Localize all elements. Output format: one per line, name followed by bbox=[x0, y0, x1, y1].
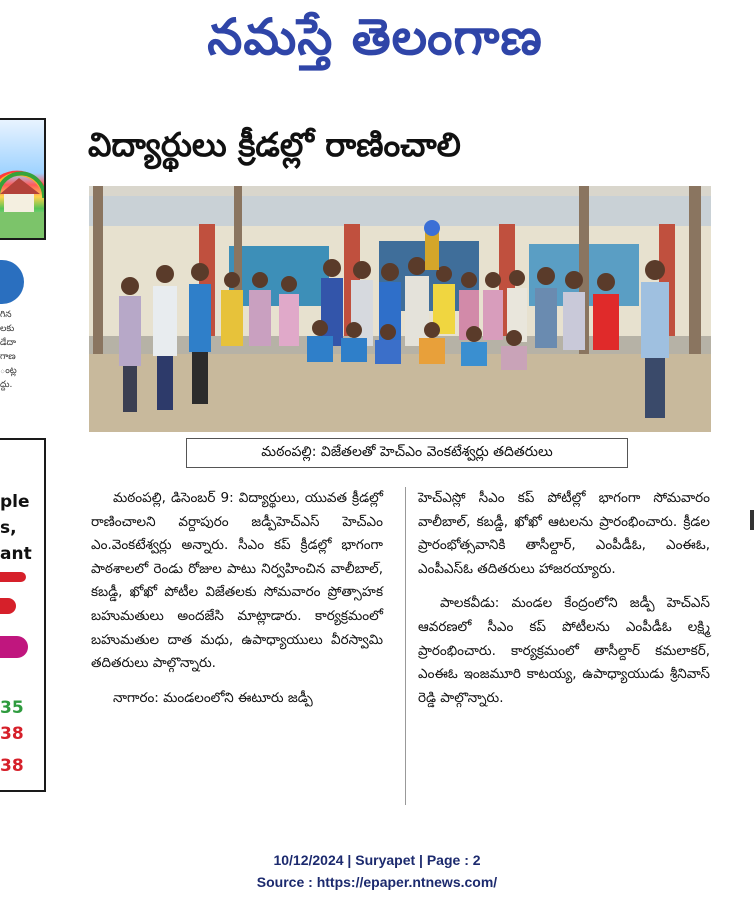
footer-date-edition: 10/12/2024 | Suryapet | Page : 2 bbox=[273, 852, 481, 868]
photo-caption: మఠంపల్లి: విజేతలతో హెచ్ఎం వెంకటేశ్వర్లు తదితరులు bbox=[186, 438, 628, 468]
ad-house-image bbox=[0, 118, 46, 240]
article-headline: విద్యార్థులు క్రీడల్లో రాణించాలి bbox=[88, 125, 461, 164]
column-divider bbox=[405, 487, 406, 805]
page-footer bbox=[0, 849, 754, 893]
ad-price-box: ple s, ant 35 38 38 bbox=[0, 438, 46, 792]
adjacent-ad-strip bbox=[0, 118, 48, 790]
ad-blue-badge bbox=[0, 260, 24, 304]
footer-source: Source : https://epaper.ntnews.com/ bbox=[256, 874, 498, 890]
article-paragraph: నాగారం: మండలంలోని ఈటూరు జడ్పీ bbox=[113, 689, 313, 706]
page-edge-mark bbox=[750, 510, 754, 530]
article-paragraph: పాలకవీడు: మండల కేంద్రంలోని జడ్పీ హెచ్ఎస్ ఆవరణలో సీఎం కప్ పోటీలను ఎంపీడీఓ లక్ష్మి ప్రారంభించారు. కార్యక్రమంలో తాసీల్దార్ కమలాకర్, ఎంఈఓ ఇంజమూరి కాటయ్య, ఉపాధ్యాయుడు శ్రీనివాస్ రెడ్డి పాల్గొన్నారు. bbox=[418, 595, 710, 706]
house-rainbow-icon bbox=[0, 120, 44, 238]
article-paragraph: హెచ్ఎస్లో సీఎం కప్ పోటీల్లో భాగంగా సోమవారం వాలీబాల్, కబడ్డీ, ఖోఖో ఆటలను ప్రారంభించారు. క్రీడల ప్రారంభోత్సవానికి తాసీల్దార్, ఎంపీడీఓ, ఎంఈఓ, ఎంపీఎస్ఓ తదితరులు హాజరయ్యారు. bbox=[418, 490, 710, 577]
article-photo bbox=[89, 186, 711, 432]
article-column-right bbox=[418, 487, 710, 710]
article-paragraph: మఠంపల్లి, డిసెంబర్ 9: విద్యార్థులు, యువత క్రీడల్లో రాణించాలని వర్దాపురం జడ్పీహెచ్ఎస్ హెచ్ఎం ఎం.వెంకటేశ్వర్లు అన్నారు. సీఎం కప్ క్రీడల్లో భాగంగా పాఠశాలలో రెండు రోజుల పాటు నిర్వహించిన వాలీబాల్, కబడ్డీ, ఖోఖో పోటీల విజేతలకు సోమవారం ప్రోత్సాహక బహుమతులు అందజేసి మాట్లాడారు. కార్యక్రమంలో బహుమతుల దాత మధు, ఉపాధ్యాయులు వీరస్వామి తదితరులు పాల్గొన్నారు. bbox=[91, 490, 383, 672]
newspaper-masthead: నమస్తే తెలంగాణ bbox=[207, 7, 543, 66]
article-column-left bbox=[91, 487, 383, 710]
ad-text-fragment: గిన లకు డేదా గాణ ంట్ల ద్దు. bbox=[0, 310, 17, 390]
students-group-photo bbox=[89, 186, 711, 432]
